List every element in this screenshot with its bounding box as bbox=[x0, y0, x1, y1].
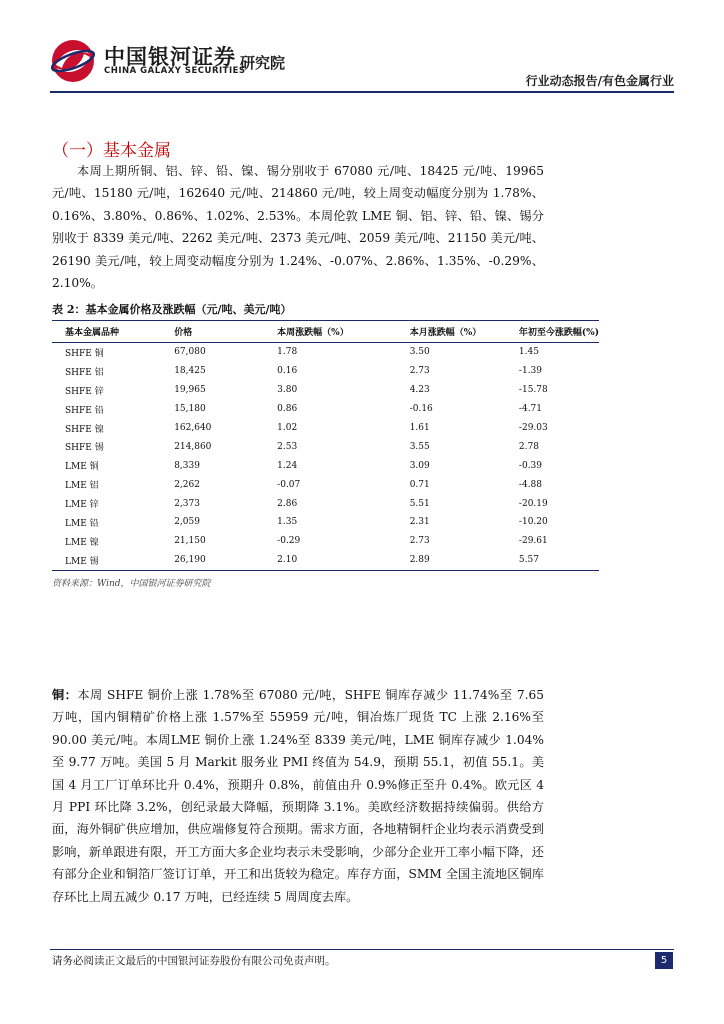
cell-metal: SHFE 铝 bbox=[65, 367, 104, 378]
cell-price: 2,059 bbox=[174, 517, 200, 528]
cell-price: 2,373 bbox=[174, 498, 200, 509]
copper-analysis-body: 本周 SHFE 铜价上涨 1.78%至 67080 元/吨，SHFE 铜库存减少 11.74%至 7.65 万吨，国内铜精矿价格上涨 1.57%至 55959 元/吨，铜冶炼厂现货 TC 上涨 2.16%至 90.00 美元/吨。本周LME 铜价上涨 1.24%至 8339 美元/吨，LME 铜库存减少 1.04%至 9.77 万吨。美国 5 月 Markit 服务业 PMI 终值为 54.9，预期 55.1，初值 55.1。美国 4 月工厂订单环比升 0.4%，预期升 0.8%，前值由升 0.9%修正至升 0.4%。欧元区 4 月 PPI 环比降 3.2%，创纪录最大降幅，预期降 3.1%。美欧经济数据持续偏弱。供给方面，海外铜矿供应增加，供应端修复符合预期。需求方面，各地精铜杆企业均表示消费受到影响，新单跟进有限，开工方面大多企业均表示未受影响，少部分企业开工率小幅下降，还有部分企业和铜箔厂签订订单，开工和出货较为稳定。库存方面，SMM 全国主流地区铜库存环比上周五减少 0.17 万吨，已经连续 5 周周度去库。 bbox=[52, 688, 544, 904]
copper-lead-label: 铜： bbox=[52, 688, 78, 702]
logo-english-name: CHINA GALAXY SECURITIES bbox=[104, 66, 246, 76]
table-row bbox=[52, 381, 599, 400]
cell-weekly: 1.35 bbox=[277, 517, 298, 528]
cell-metal: LME 镍 bbox=[65, 537, 99, 548]
cell-price: 214,860 bbox=[174, 441, 212, 452]
table-row bbox=[52, 437, 599, 456]
section-title: （一）基本金属 bbox=[52, 141, 171, 161]
cell-ytd: -4.71 bbox=[518, 404, 543, 415]
cell-weekly: 2.53 bbox=[277, 441, 298, 452]
cell-monthly: 1.61 bbox=[409, 423, 430, 433]
header-divider bbox=[50, 91, 674, 93]
cell-metal: SHFE 锡 bbox=[65, 443, 104, 454]
cell-weekly: -0.07 bbox=[277, 479, 301, 490]
base-metals-summary-paragraph: 本周上期所铜、铝、锌、铅、镍、锡分别收于 67080 元/吨、18425 元/吨、19965 元/吨、15180 元/吨，162640 元/吨、214860 元/吨，较上周变动幅度分别为 1.78%、0.16%、3.80%、0.86%、1.02%、2.53%。本周伦敦 LME 铜、铝、锌、铅、镍、锡分别收于 8339 美元/吨、2262 美元/吨、2373 美元/吨、2059 美元/吨、21150 美元/吨、26190 美元/吨，较上周变动幅度分别为 1.24%、-0.07%、2.86%、1.35%、-0.29%、2.10%。 bbox=[52, 164, 544, 291]
cell-price: 2,262 bbox=[174, 479, 200, 490]
table-row bbox=[52, 475, 599, 494]
cell-ytd: -0.39 bbox=[518, 460, 543, 471]
logo-chinese-name: 中国银河证券 bbox=[104, 45, 236, 69]
cell-weekly: 0.16 bbox=[277, 366, 298, 377]
disclaimer-text: 请务必阅读正文最后的中国银河证券股份有限公司免责声明。 bbox=[52, 955, 336, 967]
table-row bbox=[52, 551, 599, 570]
table-row bbox=[52, 494, 599, 513]
cell-monthly: -0.16 bbox=[409, 404, 433, 415]
cell-monthly: 5.51 bbox=[409, 498, 430, 509]
cell-monthly: 2.89 bbox=[397, 551, 506, 570]
cell-monthly: 0.71 bbox=[409, 479, 430, 490]
cell-ytd: -10.20 bbox=[518, 517, 548, 528]
cell-metal: LME 铅 bbox=[65, 518, 99, 529]
table-row bbox=[52, 419, 599, 438]
table-row bbox=[52, 400, 599, 419]
cell-ytd: -15.78 bbox=[518, 385, 548, 396]
header-ytd-change: 年初至今涨跌幅(%) bbox=[506, 321, 599, 343]
cell-ytd: -29.61 bbox=[518, 536, 548, 547]
cell-price: 15,180 bbox=[174, 404, 206, 415]
cell-monthly: 4.23 bbox=[409, 385, 430, 396]
cell-monthly: 2.31 bbox=[409, 517, 430, 528]
header-price: 价格 bbox=[161, 321, 264, 343]
table-row bbox=[52, 343, 599, 362]
report-type: 行业动态报告/有色金属行业 bbox=[525, 74, 674, 88]
cell-price: 18,425 bbox=[174, 366, 206, 377]
table-row bbox=[52, 513, 599, 532]
cell-price: 19,965 bbox=[174, 385, 206, 396]
cell-price: 67,080 bbox=[174, 347, 206, 358]
header-monthly-change: 本月涨跌幅（%） bbox=[397, 321, 506, 343]
cell-price: 162,640 bbox=[174, 423, 212, 433]
header-weekly-change: 本周涨跌幅（%） bbox=[264, 321, 397, 343]
table-header-row bbox=[52, 321, 599, 343]
table-caption: 表 2：基本金属价格及涨跌幅（元/吨、美元/吨） bbox=[52, 303, 292, 316]
cell-price: 21,150 bbox=[174, 536, 206, 547]
cell-weekly: 1.78 bbox=[277, 347, 298, 358]
copper-analysis-paragraph bbox=[52, 684, 544, 908]
cell-ytd: -29.03 bbox=[518, 423, 548, 433]
cell-metal: SHFE 铅 bbox=[65, 405, 104, 416]
institute-label: 研究院 bbox=[240, 54, 286, 72]
cell-monthly: 2.73 bbox=[409, 366, 430, 377]
cell-weekly: 1.24 bbox=[277, 460, 298, 471]
cell-weekly: -0.29 bbox=[277, 536, 301, 547]
cell-metal: LME 铜 bbox=[65, 462, 99, 473]
cell-ytd: 2.78 bbox=[518, 441, 539, 452]
cell-weekly: 0.86 bbox=[277, 404, 298, 415]
cell-price: 8,339 bbox=[174, 460, 200, 471]
header-metal: 基本金属品种 bbox=[52, 321, 161, 343]
cell-monthly: 2.73 bbox=[409, 536, 430, 547]
cell-weekly: 2.10 bbox=[264, 551, 397, 570]
cell-metal: LME 锡 bbox=[52, 551, 161, 570]
page-number: 5 bbox=[655, 952, 673, 969]
cell-price: 26,190 bbox=[161, 551, 264, 570]
table-row bbox=[52, 456, 599, 475]
cell-weekly: 3.80 bbox=[277, 385, 298, 396]
cell-weekly: 2.86 bbox=[277, 498, 298, 509]
cell-monthly: 3.55 bbox=[409, 441, 430, 452]
galaxy-logo-icon bbox=[50, 38, 96, 84]
cell-weekly: 1.02 bbox=[277, 423, 298, 433]
cell-ytd: -1.39 bbox=[518, 366, 543, 377]
cell-metal: SHFE 锌 bbox=[65, 386, 104, 397]
metal-price-table bbox=[52, 320, 599, 571]
cell-ytd: 1.45 bbox=[518, 347, 539, 358]
table-row bbox=[52, 532, 599, 551]
cell-metal: SHFE 铜 bbox=[65, 348, 104, 359]
footer-divider bbox=[50, 949, 674, 950]
cell-ytd: -4.88 bbox=[518, 479, 543, 490]
table-source-note: 资料来源：Wind，中国银河证券研究院 bbox=[52, 579, 211, 589]
page-header bbox=[0, 0, 724, 100]
cell-metal: SHFE 镍 bbox=[65, 424, 104, 435]
cell-metal: LME 锌 bbox=[65, 500, 99, 511]
cell-monthly: 3.09 bbox=[409, 460, 430, 471]
cell-metal: LME 铝 bbox=[65, 481, 99, 492]
cell-ytd: -20.19 bbox=[518, 498, 548, 509]
cell-monthly: 3.50 bbox=[409, 347, 430, 358]
table-row bbox=[52, 362, 599, 381]
cell-ytd: 5.57 bbox=[506, 551, 599, 570]
